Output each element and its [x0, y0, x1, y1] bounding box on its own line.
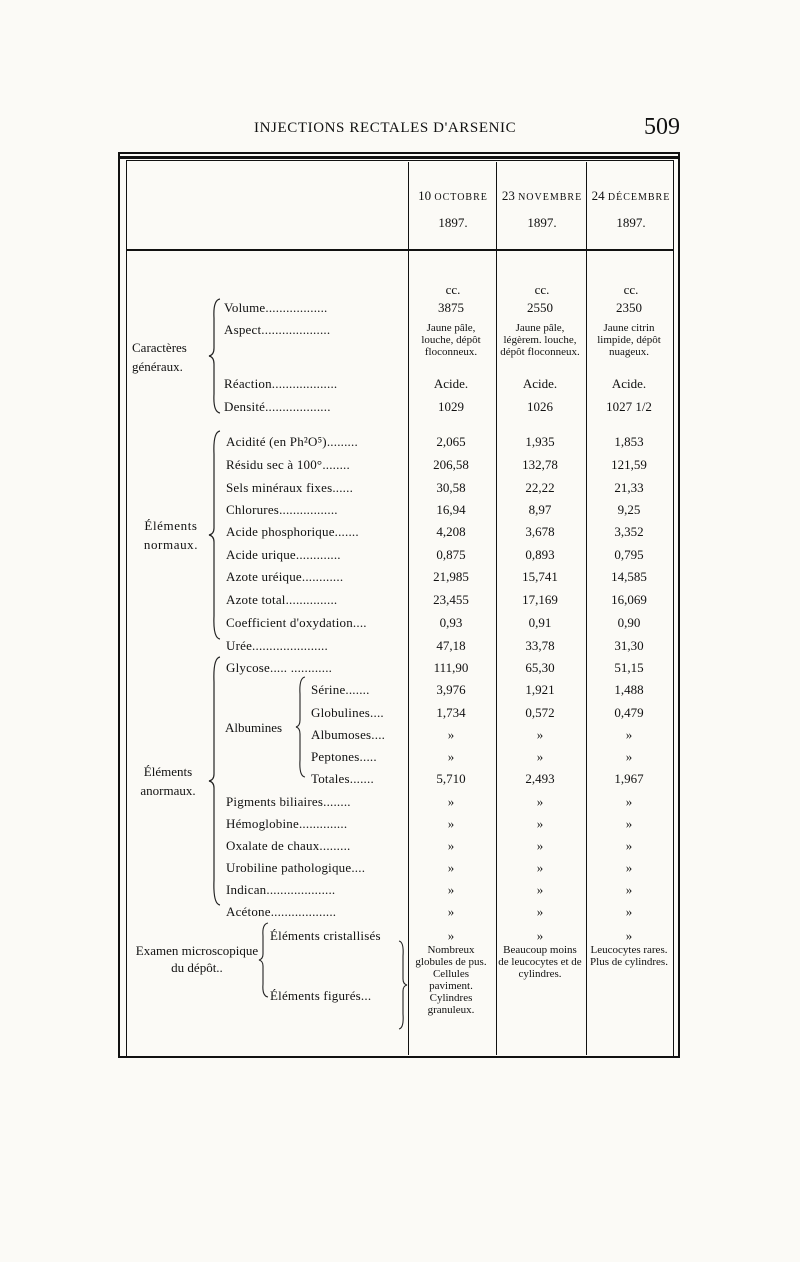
- cell-value: »: [625, 882, 633, 897]
- cell-value: »: [536, 860, 544, 875]
- row-label: Albumoses....: [311, 727, 386, 742]
- cell-value: 30,58: [436, 480, 466, 495]
- cell-value: 1,853: [614, 434, 644, 449]
- row-label: Acidité (en Ph²O⁵).........: [226, 434, 358, 449]
- cell-value: Acide.: [433, 376, 469, 391]
- column-header-1: 10 OCTOBRE 1897.: [418, 188, 488, 230]
- cell-value: 21,33: [614, 480, 644, 495]
- row-label: Globulines....: [311, 705, 384, 720]
- cell-value: Acide.: [522, 376, 558, 391]
- cell-value: 65,30: [525, 660, 555, 675]
- row-label: Résidu sec à 100°........: [226, 457, 350, 472]
- column-rule-1: [408, 162, 409, 1055]
- cell-value: »: [447, 816, 455, 831]
- cell-value: »: [447, 904, 455, 919]
- cell-value: 47,18: [436, 638, 466, 653]
- row-label: Hémoglobine..............: [226, 816, 348, 831]
- row-label: Acétone...................: [226, 904, 337, 919]
- column-rule-3: [586, 162, 587, 1055]
- row-label: Totales.......: [311, 771, 374, 786]
- cell-value: 0,893: [525, 547, 555, 562]
- row-label: Urobiline pathologique....: [226, 860, 366, 875]
- cell-value: 3,352: [614, 524, 644, 539]
- row-label: Indican....................: [226, 882, 336, 897]
- cell-value: »: [625, 727, 633, 742]
- group-caracteres-generaux: Caractères généraux.: [132, 340, 187, 374]
- cell-value: 0,90: [617, 615, 641, 630]
- cell-value: 0,479: [614, 705, 644, 720]
- brace-anormaux: [208, 656, 222, 906]
- cell-value: »: [447, 727, 455, 742]
- cell-value: »: [447, 749, 455, 764]
- cell-value: 132,78: [522, 457, 558, 472]
- cell-value: 2,493: [525, 771, 555, 786]
- group-elements-normaux: Éléments normaux.: [143, 518, 199, 552]
- cell-value: Jaune pâle, légèrem. louche, dépôt floconneux.: [500, 322, 580, 358]
- cell-value: 4,208: [436, 524, 466, 539]
- cell-value: »: [536, 816, 544, 831]
- page-number: 509: [644, 114, 680, 140]
- brace-albumines: [295, 676, 307, 778]
- cell-value: 0,91: [528, 615, 552, 630]
- cell-value: »: [447, 794, 455, 809]
- unit-2: cc.: [534, 282, 550, 297]
- cell-value: 1026: [527, 399, 553, 414]
- cell-value: 33,78: [525, 638, 555, 653]
- cell-value: »: [447, 928, 455, 943]
- cell-value: Acide.: [611, 376, 647, 391]
- top-double-rule: [118, 156, 680, 159]
- cell-value: 2550: [527, 300, 553, 315]
- cell-value: »: [625, 904, 633, 919]
- cell-value: 1,935: [525, 434, 555, 449]
- running-title: INJECTIONS RECTALES D'ARSENIC: [254, 120, 517, 136]
- cell-value: »: [447, 838, 455, 853]
- cell-value: 16,069: [611, 592, 647, 607]
- cell-value: 8,97: [528, 502, 552, 517]
- cell-value: »: [536, 794, 544, 809]
- row-label: Sérine.......: [311, 682, 370, 697]
- cell-value: 16,94: [436, 502, 466, 517]
- cell-value: 14,585: [611, 569, 647, 584]
- brace-caracteres: [208, 298, 222, 414]
- row-label: Aspect....................: [224, 322, 331, 337]
- cell-value: »: [536, 928, 544, 943]
- group-elements-anormaux: Éléments anormaux.: [140, 764, 196, 798]
- row-label: Acide urique.............: [226, 547, 341, 562]
- header-rule: [126, 249, 674, 251]
- row-label: Sels minéraux fixes......: [226, 480, 354, 495]
- cell-value: »: [536, 838, 544, 853]
- row-label: Chlorures.................: [226, 502, 338, 517]
- cell-value: 1,488: [614, 682, 644, 697]
- cell-value: 206,58: [433, 457, 469, 472]
- cell-value: 3875: [438, 300, 464, 315]
- cell-value: Beaucoup moins de leucocytes et de cylindres.: [498, 944, 582, 980]
- running-head: [0, 114, 800, 144]
- column-header-2: 23 NOVEMBRE 1897.: [501, 188, 583, 230]
- cell-value: 21,985: [433, 569, 469, 584]
- cell-value: 3,976: [436, 682, 466, 697]
- row-label: Peptones.....: [311, 749, 377, 764]
- cell-value: Leucocytes rares. Plus de cylindres.: [590, 944, 668, 968]
- cell-value: 1,921: [525, 682, 555, 697]
- cell-value: »: [536, 904, 544, 919]
- cell-value: 1,734: [436, 705, 466, 720]
- cell-value: »: [447, 882, 455, 897]
- row-label: Urée......................: [226, 638, 328, 653]
- row-label: Pigments biliaires........: [226, 794, 351, 809]
- cell-value: 2350: [616, 300, 642, 315]
- cell-value: »: [625, 838, 633, 853]
- cell-value: 0,93: [439, 615, 463, 630]
- cell-value: 0,795: [614, 547, 644, 562]
- row-label: Azote uréique............: [226, 569, 344, 584]
- unit-1: cc.: [445, 282, 461, 297]
- cell-value: 0,572: [525, 705, 555, 720]
- cell-value: 15,741: [522, 569, 558, 584]
- cell-value: »: [625, 816, 633, 831]
- row-label: Coefficient d'oxydation....: [226, 615, 367, 630]
- row-label: Azote total...............: [226, 592, 338, 607]
- cell-value: 1,967: [614, 771, 644, 786]
- cell-value: 5,710: [436, 771, 466, 786]
- brace-normaux: [208, 430, 222, 640]
- row-label: Densité...................: [224, 399, 331, 414]
- cell-value: 17,169: [522, 592, 558, 607]
- row-label: Réaction...................: [224, 376, 338, 391]
- row-label: Glycose..... ............: [226, 660, 333, 675]
- row-label: Oxalate de chaux.........: [226, 838, 351, 853]
- row-label: Éléments cristallisés: [270, 928, 381, 943]
- cell-value: 23,455: [433, 592, 469, 607]
- cell-value: 2,065: [436, 434, 466, 449]
- row-label: Acide phosphorique.......: [226, 524, 359, 539]
- cell-value: 9,25: [617, 502, 641, 517]
- cell-value: »: [625, 928, 633, 943]
- cell-value: »: [625, 794, 633, 809]
- unit-3: cc.: [623, 282, 639, 297]
- cell-value: 22,22: [525, 480, 555, 495]
- brace-examen: [258, 922, 270, 998]
- cell-value: 0,875: [436, 547, 466, 562]
- cell-value: »: [536, 882, 544, 897]
- group-examen-microscopique: Examen microscopique du dépôt..: [135, 943, 259, 975]
- cell-value: »: [447, 860, 455, 875]
- cell-value: »: [625, 860, 633, 875]
- cell-value: »: [536, 749, 544, 764]
- cell-value: 3,678: [525, 524, 555, 539]
- cell-value: »: [536, 727, 544, 742]
- column-rule-2: [496, 162, 497, 1055]
- cell-value: Jaune citrin limpide, dépôt nuageux.: [597, 322, 661, 358]
- cell-value: 51,15: [614, 660, 644, 675]
- group-albumines: Albumines: [225, 720, 283, 735]
- brace-elements-figures: [398, 940, 408, 1030]
- cell-value: 1027 1/2: [606, 399, 652, 414]
- cell-value: Jaune pâle, louche, dépôt floconneux.: [421, 322, 481, 358]
- row-label: Éléments figurés...: [270, 988, 372, 1003]
- cell-value: 111,90: [433, 660, 469, 675]
- cell-value: 31,30: [614, 638, 644, 653]
- cell-value: 121,59: [611, 457, 647, 472]
- cell-value: 1029: [438, 399, 464, 414]
- cell-value: Nombreux globules de pus. Cellules paviment. Cylindres granuleux.: [415, 944, 487, 1016]
- row-label: Volume..................: [224, 300, 328, 315]
- column-header-3: 24 DÉCEMBRE 1897.: [591, 188, 671, 230]
- cell-value: »: [625, 749, 633, 764]
